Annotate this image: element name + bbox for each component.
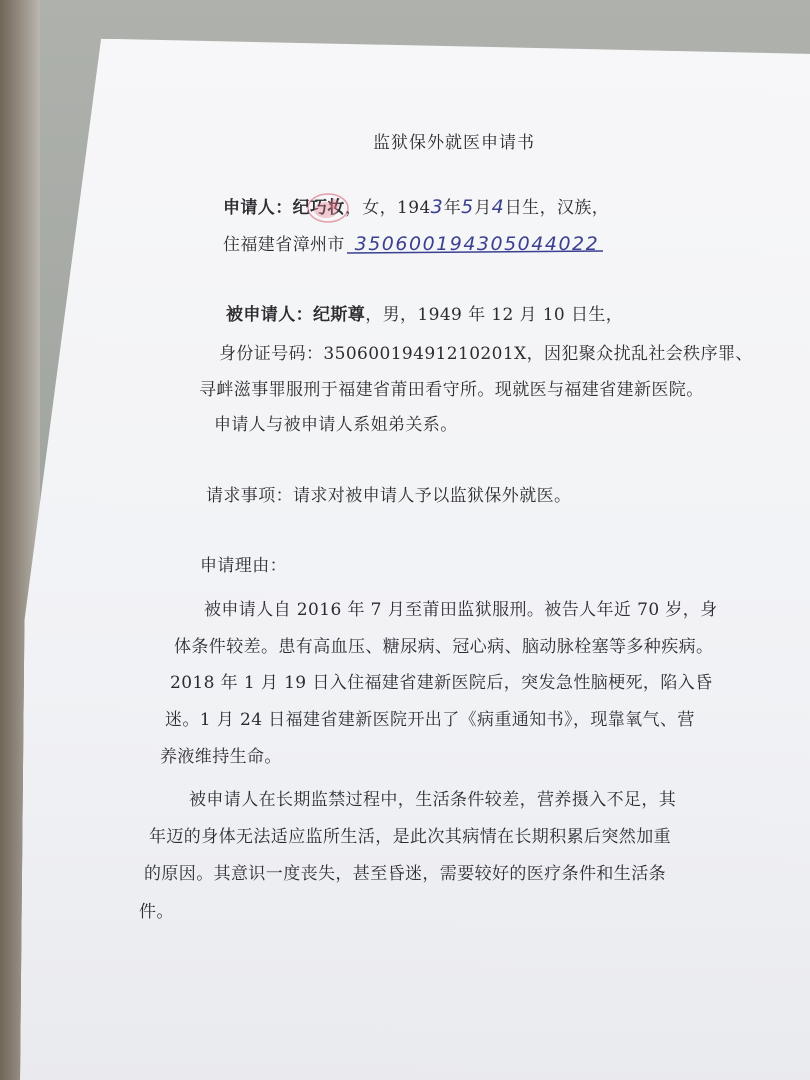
reason-p1-line: 被申请人自 2016 年 7 月至莆田监狱服刑。被告人年近 70 岁，身 xyxy=(204,600,718,620)
applicant-birth-day: 4 xyxy=(491,196,505,218)
reason-p1-line: 养液维持生命。 xyxy=(160,747,282,767)
applicant-details-post: 日生，汉族， xyxy=(504,198,610,218)
red-stamp-mark xyxy=(300,188,356,228)
reason-p2-line: 年迈的身体无法适应监所生活，是此次其病情在长期积累后突然加重 xyxy=(149,827,671,847)
respondent-id-line: 身份证号码：35060019491210201X，因犯聚众扰乱社会秩序罪、 xyxy=(219,344,753,364)
reason-heading: 申请理由： xyxy=(200,556,287,576)
respondent-crime-line: 寻衅滋事罪服刑于福建省莆田看守所。现就医与福建省建新医院。 xyxy=(199,380,704,400)
reason-p2-line: 的原因。其意识一度丧失，甚至昏迷，需要较好的医疗条件和生活条 xyxy=(144,864,666,884)
relation-statement: 申请人与被申请人系姐弟关系。 xyxy=(214,415,458,435)
handwritten-underline xyxy=(345,248,605,256)
applicant-label: 申请人：纪巧妆 xyxy=(223,198,345,218)
reason-p1-line: 迷。1 月 24 日福建省建新医院开出了《病重通知书》，现靠氧气、营 xyxy=(165,710,695,730)
respondent-label: 被申请人：纪斯尊 xyxy=(226,305,366,325)
applicant-id-handwritten: 350600194305044022 xyxy=(354,233,600,255)
respondent-details: ，男，1949 年 12 月 10 日生， xyxy=(365,305,624,325)
applicant-birth-month: 5 xyxy=(461,196,475,218)
applicant-address: 住福建省漳州市 xyxy=(223,235,345,255)
reason-p1-line: 体条件较差。患有高血压、糖尿病、冠心病、脑动脉栓塞等多种疾病。 xyxy=(174,637,714,657)
reason-p1-line: 2018 年 1 月 19 日入住福建省建新医院后，突发急性脑梗死，陷入昏 xyxy=(170,673,713,693)
applicant-details-mid2: 月 xyxy=(474,198,492,218)
request-statement: 请求事项：请求对被申请人予以监狱保外就医。 xyxy=(206,486,572,506)
reason-p2-line: 被申请人在长期监禁过程中，生活条件较差，营养摄入不足，其 xyxy=(189,790,677,810)
applicant-details-pre: ，女，194 xyxy=(344,198,431,218)
applicant-line xyxy=(223,193,609,218)
document-title: 监狱保外就医申请书 xyxy=(373,133,535,153)
applicant-details-mid: 年 xyxy=(443,198,462,218)
respondent-line xyxy=(226,300,623,325)
applicant-birth-year-digit: 3 xyxy=(430,196,444,218)
reason-p2-line: 件。 xyxy=(139,902,174,922)
